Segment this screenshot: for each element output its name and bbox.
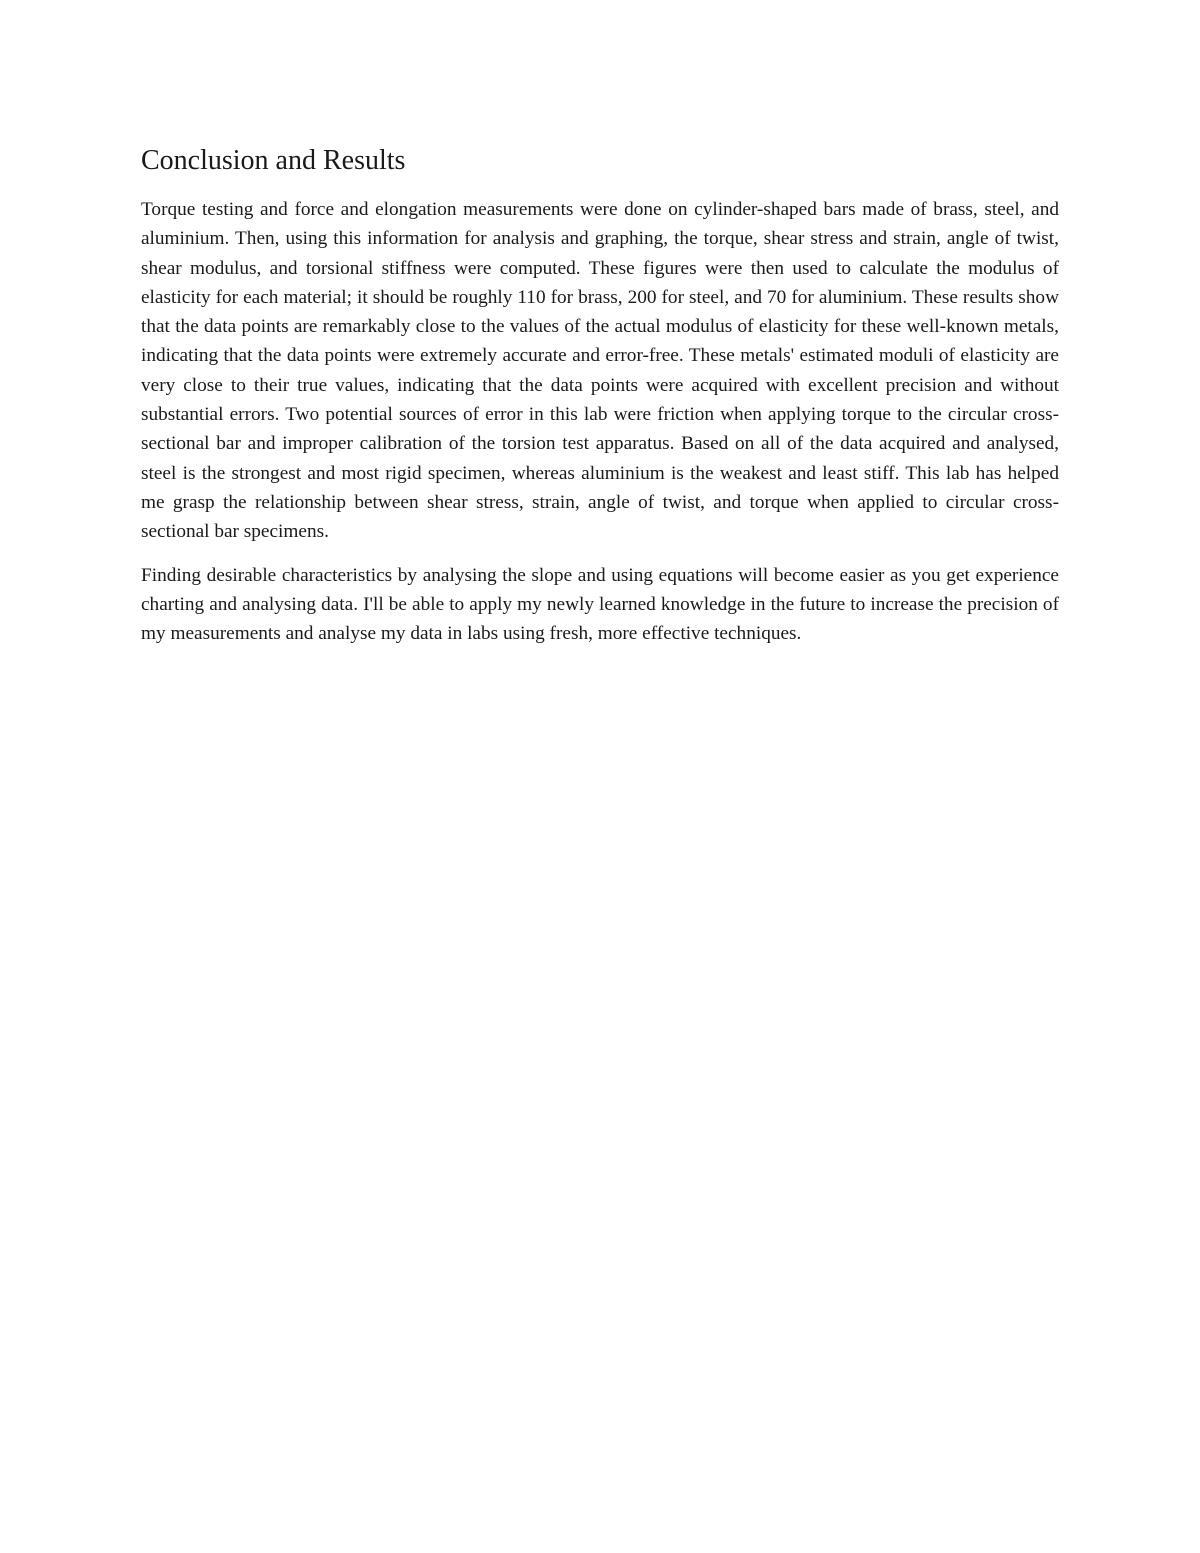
conclusion-paragraph: Torque testing and force and elongation measurements were done on cylinder-shaped bars made of brass, steel, and aluminium. Then, using this information for analysis and graphing, the torque, shear stress and strain, angle of twist, shear modulus, and torsional stiffness were computed. These figures were then used to calculate the modulus of elasticity for each material; it should be roughly 110 for brass, 200 for steel, and 70 for aluminium. These results show that the data points are remarkably close to the values of the actual modulus of elasticity for these well-known metals, indicating that the data points were extremely accurate and error-free. These metals' estimated moduli of elasticity are very close to their true values, indicating that the data points were acquired with excellent precision and without substantial errors. Two potential sources of error in this lab were friction when applying torque to the circular cross-sectional bar and improper calibration of the torsion test apparatus. Based on all of the data acquired and analysed, steel is the strongest and most rigid specimen, whereas aluminium is the weakest and least stiff. This lab has helped me grasp the relationship between shear stress, strain, angle of twist, and torque when applied to circular cross-sectional bar specimens. <box>141 199 1059 543</box>
document-body <box>141 141 1059 662</box>
reflection-paragraph: Finding desirable characteristics by analysing the slope and using equations will become easier as you get experience charting and analysing data. I'll be able to apply my newly learned knowledge in the future to increase the precision of my measurements and analyse my data in labs using fresh, more effective techniques. <box>141 564 1059 645</box>
section-heading: Conclusion and Results <box>141 145 406 176</box>
